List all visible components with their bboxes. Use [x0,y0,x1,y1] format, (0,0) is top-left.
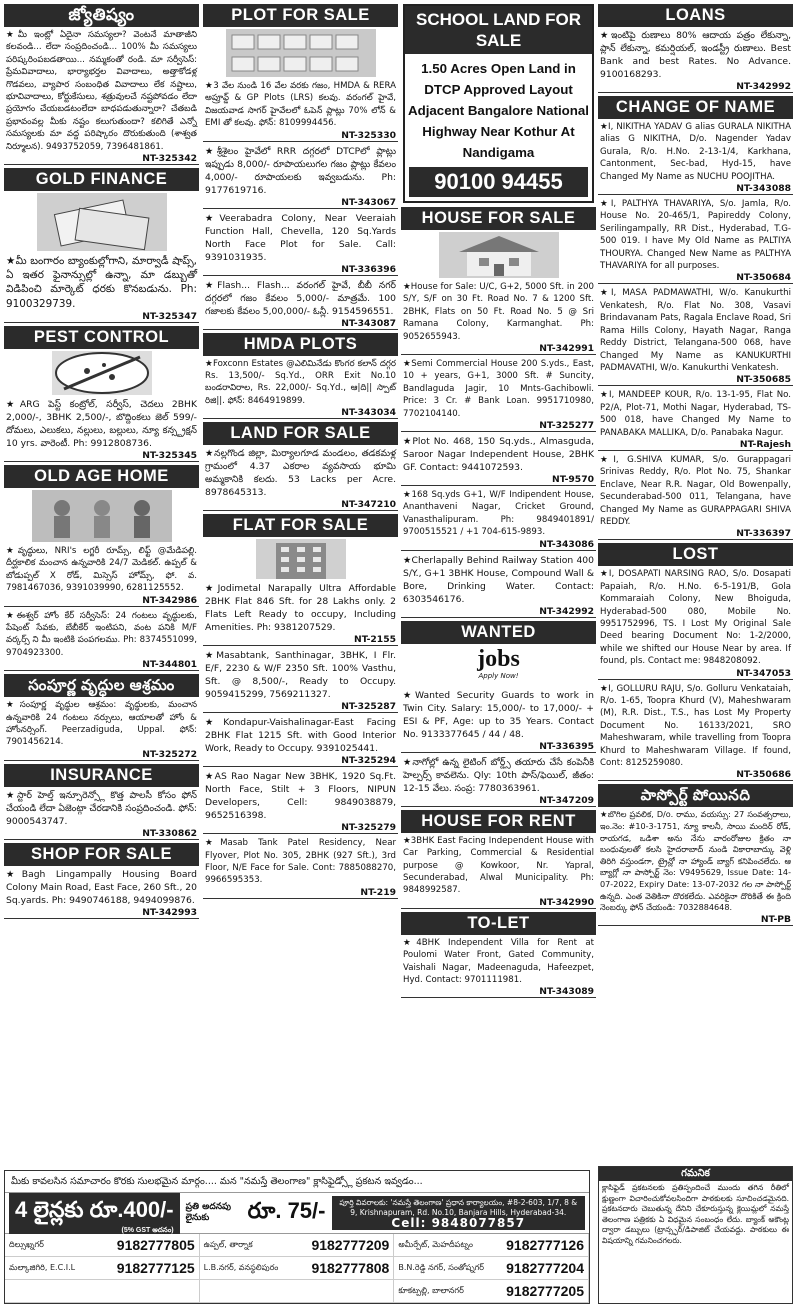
column-2 [203,4,398,902]
ashram-ad [4,699,199,761]
ad-text: ★ఇంటిపై రుణాలు 80% ఆదాయ పత్రం లేకున్నా, ప్లాన్ లేకున్నా, కమర్షియల్, ఇండస్ట్రీ రుణాలు. Best Bank and best Rates. No Advance. 9100168293. [600,30,791,80]
plot-for-sale-header: PLOT FOR SALE [203,4,398,27]
ad-code: NT-350685 [736,374,791,386]
house-for-sale-header: HOUSE FOR SALE [401,207,596,230]
plots-aerial-image [226,29,376,77]
ad-code: NT-325277 [539,420,594,432]
flat-ad-5 [203,837,398,899]
passport-lost-header: పాస్పోర్ట్ పోయినది [598,784,793,807]
change-of-name-header: CHANGE OF NAME [598,96,793,119]
ad-code: NT-325342 [142,153,197,165]
ad-text: ★Foxconn Estates @ఎలిమినేడు కొంగర కలాన్ దగ్గర Rs. 13,500/- Sq.Yd., ORR Exit No.10 బండరావిరాల, Rs. 22,000/- Sq.Yd., ఆ|ది|| స్పాట్ రిజి||. ఫోన్: 8464919899. [205,358,396,406]
ad-code: NT-344801 [142,659,197,671]
ad-code: NT-2155 [354,634,396,646]
shop-for-sale-ad [4,868,199,919]
lost-ad-2 [598,683,793,782]
house-ad-4 [401,489,596,551]
ad-code: NT-9570 [552,474,594,486]
ad-code: NT-325272 [142,748,197,760]
contact-place: B.N.రెడ్డి నగర్, సంతోష్నగర్ [398,1262,485,1272]
column-1 [4,4,199,922]
astrology-header: జ్యోతిష్యం [4,4,199,27]
banner-tagline: మీకు కావలసిన సమాచారం కొరకు సులభమైన మార్గం.... మన "నమస్తే తెలంగాణ" క్లాసిఫైడ్స్లో ప్రకటన ఇవ్వడం... [5,1171,589,1193]
house-for-rent-header: HOUSE FOR RENT [401,810,596,833]
contact-grid [5,1233,589,1303]
ad-text: ★3 వేల నుండి 16 వేల వరకు గజం, HMDA & RERA అప్రూవ్డ్ & GP Plots (LRS) కలవు. వరంగల్ హైవే, విజయవాడ సాగర్ హైవేలలో ఓపెన్ ప్లాట్లు 70% లోన్ & EMI తో కలవు. ఫోన్: 8109994456. [205,81,396,129]
land-for-sale-header: LAND FOR SALE [203,422,398,445]
contact-cell [394,1280,589,1303]
ad-code: NT-342992 [736,81,791,92]
ad-code: NT-350686 [736,769,791,781]
ad-code: NT-342993 [142,906,197,918]
ad-text: ★I, GOLLURU RAJU, S/o. Golluru Venkataiah, R/o. 1-65, Toopra Khurd (V), Maheshwaram (M), R.R. Dist., T.S., has Lost My Property Document No. 16133/2021, SRO Maheshwaram, while travelling from Toopra Khurd to Maheshwaram Village. If found, Cont: 8125259080. [600,683,791,769]
plot-ad-3 [203,212,398,276]
contact-cell [200,1257,395,1280]
ad-text: ★4BHK Independent Villa for Rent at Poulomi Water Front, Gated Community, Vaishali Nagar, Madeenaguda, Hafeezpet, Hyd. Contact: 9701111981. [403,937,594,985]
plot-ad-1 [203,80,398,142]
jobs-logo-text: jobs [477,645,520,672]
house-rent-ad [401,835,596,909]
ad-code: NT-336395 [539,740,594,752]
ad-code: NT-343087 [341,317,396,329]
ad-text: ★బొగిల ప్రవలిక, D/o. రాము, వయస్సు: 27 సంవత్సరాలు, ఇం.నెం: #10-3-1751, న్యూ కాలనీ, సాయి మందిర్ రోడ్, రాయగడ, ఒడిశా అను నేను వారంరోజుల క్రితం నా బంధువులతో కలసి హైదరాబాద్ నుండి వికారాబాద్కు వెళ్లి తిరిగి వస్తుండగా, ట్రైన్లో నా హ్యాండ్ బ్యాగ్ కనిపించలేదు. ఆ బ్యాగ్లో నా పాస్పోర్ట్ నెం: V9495629, Issue Date: 14-07-2022, Expiry Date: 13-07-2032 గల నా పాస్పోర్ట్ ఉన్నది. ఎంత వెతికినా దొరకలేదు. ఎవరికైనా దొరికితే ఈ క్రింది నెంబర్కు ఫోన్ చేయండి: 7032884648. [600,809,791,913]
lost-header: LOST [598,543,793,566]
wanted-header: WANTED [401,621,596,644]
ad-code: NT-342992 [539,605,594,617]
ad-text: ★నాగోల్లో ఉన్న లైటింగ్ బోర్డ్స్ తయారు చేసే కంపెనీకి హెల్పర్స్ కావలెను. Qly: 10th పాస్/ఫెయిల్, జీతం: 12-15 వేలు. సంప్ర: 7780363961. [403,756,594,794]
ad-code: NT-343089 [539,986,594,998]
contact-place: దిల్సుఖ్నగర్ [9,1239,44,1249]
ad-code: NT-325330 [341,129,396,141]
old-age-home-ad-2 [4,610,199,672]
old-age-home-ad-1 [4,545,199,607]
ad-code: NT-343067 [341,196,396,208]
gold-finance-ad [4,254,199,323]
ad-text: ★Semi Commercial House 200 S.yds., East, 10 + years, G+1, 3000 Sft. # Suncity, Bandlaguda Jagir, 10 Mnts-Gachibowli. Price: 3 Cr. # Bank Loan. 9951710980, 7702104140. [403,359,594,419]
ad-text: ★Jodimetal Narapally Ultra Affordable 2BHK Flat 846 Sft. for 28 Lakhs only. 2 Flats Left Ready to occupy, Including Amenities. Ph: 9381207529. [205,583,396,634]
base-rate-text: 4 లైన్లకు రూ.400/- [15,1196,174,1222]
house-image [439,232,559,278]
office-text: పూర్తి వివరాలకు: 'నమస్తే తెలంగాణ' ప్రధాన కార్యాలయం, #8-2-603, 1/7, 8 & 9, Krishnapuram, Rd. No.10, Banjara Hills, Hyderabad-34. [339,1198,578,1217]
insurance-header: INSURANCE [4,764,199,787]
office-cell: Cell: 9848077857 [391,1216,526,1230]
contact-place: L.B.నగర్, వనస్థలిపురం [203,1262,279,1272]
ad-text: ★Plot No. 468, 150 Sq.yds., Almasguda, Saroor Nagar Independent House, 2BHK GF. Contact: 9441072593. [403,436,594,474]
banner-rates [5,1193,589,1233]
loans-header: LOANS [598,4,793,27]
rate-banner [4,1170,590,1304]
ad-text: ★Masab Tank Patel Residency, Near Flyover, Plot No. 305, 2BHK (927 Sft.), 3rd Floor, N/E Face for Sale. Cont: 7885088270, 9966595353. [205,838,396,886]
ad-text: ★Wanted Security Guards to work in Twin City. Salary: 15,000/- to 17,000/- + ESI & PF, Age: up to 35 Years. Contact No. 9133377645 / 44 / 48. [403,689,594,740]
contact-place: మల్కాజిగిరి, E.C.I.L [9,1262,76,1272]
contact-cell [5,1280,200,1303]
to-let-ad [401,937,596,999]
ad-text: ★I, G.SHIVA KUMAR, S/o. Gurappagari Srinivas Reddy, R/o. Plot No. 75, Shankar Enclave, Near R.R. Nagar, Old Bowenpally, Secunderabad-500 011, Telangana, have Changed My Name as GURAPPAGARI SHIVA REDDY. [600,454,791,527]
astrology-ad [4,29,199,165]
ad-code: NT-Rajesh [739,438,791,450]
apartment-image [256,539,346,579]
contact-place: కూకట్పల్లి, బాలానగర్ [398,1285,464,1295]
ad-text: ★House for Sale: U/C, G+2, 5000 Sft. in 200 S/Y, S/F on 30 Ft. Road No. 7 & 1200 Sft. 2BHK, Flats on 50 Ft. Road No. 5 @ Sri Ramana Colony, Karmanghat. Ph: 9052655943. [403,282,594,342]
hmda-plots-header: HMDA PLOTS [203,333,398,356]
extra-line-rate: రూ. 75/- [247,1197,326,1223]
ad-code: NT-343086 [539,538,594,550]
school-land-promo [403,4,594,203]
ad-text: ★I, NIKITHA YADAV G alias GURALA NIKITHA alias G NIKITHA, D/o. Nagender Yadav Gurala, R/o. H.No. 2-13-1/4, Karkhana, Cantonment, Sec-bad, Hyd-15, have Changed My Name as NUCHU POOJITHA. [600,122,791,182]
loans-ad [598,29,793,93]
contact-phone: 9182777808 [311,1260,390,1276]
house-ad-2 [401,358,596,432]
ad-code: NT-PB [760,913,791,925]
ad-text: ★Bagh Lingampally Housing Board Colony Main Road, East Face, 260 Sft., 20 Sq.yards. Ph: 9490746188, 9494099876. [6,868,197,906]
base-rate [9,1193,180,1234]
ad-text: ★వృద్ధులు, NRI's లగ్జరీ రూమ్స్, లిఫ్ట్ @మేడిపల్లి. దీర్ఘకాలిక మంచాన ఉన్నవారికి 24/7 మెడికల్. ఉప్పల్ & బోడుప్పల్ X రోడ్, మిస్సెస్ హోమ్స్, ఫో. వ. 7981467036, 9391039990, 6281125552. [6,545,197,594]
contact-phone: 9182777204 [506,1260,584,1276]
contact-cell [394,1234,589,1257]
contact-cell [200,1234,395,1257]
plot-ad-2 [203,145,398,209]
contact-phone: 9182777125 [116,1260,195,1276]
pest-control-header: PEST CONTROL [4,326,199,349]
contact-place: ఉప్పల్, తార్నాక [203,1239,253,1249]
ad-text: ★AS Rao Nagar New 3BHK, 1920 Sq.Ft. North Face, Stilt + 3 Floors, NIPUN Developers, Cell: 9849038879, 9652516398. [205,771,396,822]
house-ad-5 [401,554,596,618]
ad-code: NT-325279 [341,822,396,834]
elderly-photo [32,490,172,542]
ad-code: NT-325287 [341,701,396,713]
school-land-desc: 1.50 Acres Open Land in DTCP Approved Layout Adjacent Bangalore National Highway Near Kothur At Nandigama [407,61,590,160]
contact-cell [394,1257,589,1280]
ad-code: NT-219 [360,886,396,898]
flat-ad-1 [203,582,398,646]
school-land-phone: 90100 94455 [409,167,588,197]
passport-lost-ad [598,809,793,925]
school-land-title: SCHOOL LAND FOR SALE [405,6,592,54]
notice-box [598,1166,793,1304]
ad-text: ★సంపూర్ణ వృద్ధుల ఆశ్రమం: వృద్ధులకు, మంచాన ఉన్నవారికి 24 గంటలు నర్సులు, ఆయాలతో హోం & హోంనర్సింగ్. Peerzadiguda, Uppal. ఫోన్: 7901456214. [6,700,197,748]
hmda-ad [203,358,398,420]
apply-now-text: Apply Now! [478,671,519,680]
column-4 [598,4,793,929]
extra-line-label: ప్రతి అదనపు లైనుకు [185,1202,232,1223]
lost-ad-1 [598,568,793,679]
wanted-ad-2 [401,756,596,807]
name-change-ad-4 [598,389,793,451]
ad-code: NT-325347 [142,310,197,322]
ad-text: ★I, MASA PADMAWATHI, W/o. Kanukurthi Venkatesh, R/o. Flat No. 308, Vasavi Brindavanam Pats, Ragala Enclave Road, Sri Rama Hills Colony, Hayath Nagar, Ranga Reddy District, Telangana-500 068, have Changed My Name as KANUKURTHI PADMAVATHI, W/o. Kanukurthi Venkatesh. [600,288,791,373]
to-let-header: TO-LET [401,912,596,935]
ad-code: NT-347053 [736,667,791,679]
flat-for-sale-header: FLAT FOR SALE [203,514,398,537]
plot-ad-4 [203,279,398,330]
old-age-home-header: OLD AGE HOME [4,465,199,488]
notice-text: క్లాసిఫైడ్ ప్రకటనలకు ప్రతిస్పందించే ముందు తగిన రీతిలో క్షుణ్ణంగా విచారించుకోవలసిందిగా పాఠకులకు సూచించడమైనది. ప్రకటనదారు చెబుతున్న దేనిని చేకూరుస్తున్న క్లెయిమ్లలో నమస్తే తెలంగాణ పత్రికకు ఏ విధమైన సంబంధం లేదు. బ్యాంక్ అకౌంట్ల ద్వారా డబ్బులు (ట్రాన్స్ఫర్/డిపాజిట్ చేయవద్దు. పాఠకులు ఈ విషయాన్ని గమనించగలరు. [602,1183,789,1245]
contact-cell [5,1257,200,1280]
pest-control-ad [4,398,199,462]
flat-ad-4 [203,770,398,834]
gold-finance-header: GOLD FINANCE [4,168,199,191]
ad-text: ★I, PALTHYA THAVARIYA, S/o. Jamla, R/o. House No. 20-465/1, Papireddy Colony, Serilingampally, RR Dist., Hyderabad, T.G-500 019. I have My Old Name as PALTIYA THOURYA. Changed New Name as PALTHYA THAVARIYA for all purposes. [600,199,791,272]
ad-text: ★168 Sq.yds G+1, W/F Indipendent House, Ananthaveni Nagar, Cricket Ground, Vanasthalipuram. Ph: 9849401891/ 9700515521 / +1 704-615-9893. [403,490,594,538]
contact-phone: 9182777205 [506,1283,584,1299]
ad-text: ★Kondapur-Vaishalinagar-East Facing 2BHK Flat 1215 Sft. with Good Interior Work, Ready to Occupy. 9391025441. [205,717,396,755]
ad-code: NT-336396 [341,263,396,275]
contact-cell [5,1234,200,1257]
notice-title: గమనిక [599,1167,792,1181]
shop-for-sale-header: SHOP FOR SALE [4,843,199,866]
ad-code: NT-325294 [341,755,396,767]
ad-text: ★మీ బంగారం బ్యాంకుల్లోగాని, మార్వాడీ షాప్స్, ఏ ఇతర ఫైనాన్సుల్లో ఉన్నా, మా డబ్బుతో విడిపించి మార్కెట్ ధరకు కొనబడును. Ph: 9100329739. [6,255,197,310]
gst-note: (5% GST అదనం) [121,1226,174,1234]
flat-ad-3 [203,716,398,767]
ashram-header: సంపూర్ణ వృద్ధుల ఆశ్రమం [4,674,199,697]
ad-text: ★I, MANDEEP KOUR, R/o. 13-1-95, Flat No. P2/A, Plot-71, Mothi Nagar, Hyderabad, TS-500 018, have Changed My Name to PANABAKA MALLIKA, D/o. Panabaka Nagur. [600,390,791,438]
ad-code: NT-330862 [142,827,197,839]
ad-text: ★నల్లగొండ జిల్లా, మిర్యాలగూడ మండలం, తడకమళ్ల గ్రామంలో 4.37 ఎకరాల వ్యవసాయ భూమి అమ్మకానికి కలదు. 53 Lacks per Acre. 8978645313. [205,448,396,499]
ad-code: NT-350684 [736,272,791,284]
house-ad-3 [401,435,596,486]
ad-code: NT-342990 [539,896,594,908]
land-ad [203,447,398,511]
column-3 [401,4,596,1001]
office-address [332,1196,586,1230]
ad-text: ★Masabtank, Santhinagar, 3BHK, I Flr. E/F, 2230 & W/F 2350 Sft. 100% Vasthu, Sft. @ 8,500/-, Ready to Occupy. 9059415299, 7569211327. [205,650,396,701]
ad-code: NT-342986 [142,594,197,606]
jobs-logo [451,646,547,686]
ad-text: ★I, DOSAPATI NARSING RAO, S/o. Dosapati Papaiah, R/o. H.No. 6-5-191/B, Gola Kommaraiah Colony, New Bhoiguda, Hyderabad-500 080, Mobile No. 9951752996, TS. I Lost My Original Sale Deed bearing Document No: 1-2/2000, while we shifted our House Near by area. If found, pls. Contact me: 9848208092. [600,569,791,667]
ad-text: ★ఈశ్వర్ హోం కేర్ సర్వీసెస్: 24 గంటలు వృద్ధులకు, పేషెంట్ సేవకు, బేబీకేర్ ఇంటిపని, వంట పనికి M/F వర్కర్స్ ని మీ ఇంటికి పంపగలము. Ph: 8374551099, 9704923300. [6,610,197,658]
ad-code: NT-347210 [341,499,396,511]
ad-code: NT-325345 [142,449,197,461]
ad-code: NT-343088 [736,183,791,195]
ad-code: NT-336397 [736,528,791,540]
pest-icon [52,351,152,395]
flat-ad-2 [203,649,398,713]
contact-place: అమీర్పేట్, మెహదీపట్నం [398,1239,473,1249]
ad-code: NT-342991 [539,343,594,355]
ad-text: ★మీ ఇంట్లో ఏదైనా సమస్యలా? వెంటనే మాతాజీని కలవండి... లేదా సంప్రదించండి... 100% మీ సమస్యలు పరిష్కరింపబడతాయి... నమ్మకంతో రండి. మా సర్వీసెస్: ప్రేమవివాదాలు, భార్యాభర్తల వివాదాలు, అత్తాకోడళ్ల గొడవలు, వ్యాపార సంబంధిత వివాదాలు లేక నష్టాలు, భూవివాదాలు, కోర్టుకేసులు, శత్రువులచే నష్టపోవడం లేదా ప్రయోగం చేయబడటంలేదా బాధపడుతున్నారా? చేతబడి ప్రభావంవల్ల మీకు నష్టం కలుగుతుందా? కలిగితే ఎన్నో సమస్యలకు మా వద్ద పరిష్కారం దొరుకుతుంది (శాశ్వత నిర్మూలన). 9493752059, 7396481861. [6,30,197,152]
ad-text: ★3BHK East Facing Independent House with Car Parking, Commercial & Residential purpose @ Kowkoor, Nr. Yapral, Secunderabad, Alwal Municipality. Ph: 9848992587. [403,835,594,896]
contact-phone: 9182777805 [116,1237,195,1253]
ad-text: ★Flash... Flash... వరంగల్ హైవే, బీబీ నగర్ దగ్గరలో గజం కేవలం 5,000/- మాత్రమే. 100 గజాలకు కేవలం 5,00,000/- ఓన్లీ. 9154596551. [205,279,396,317]
ad-text: ★శ్రీశైలం హైవేలో RRR దగ్గరలో DTCPలో ప్లాట్లు ఇప్పుడు 8,000/- రూపాయలుగల గజం ప్లాట్లు కేవలం 4,000/- రూపాయలకు ఇవ్వబడును. Ph: 9177619716. [205,145,396,196]
contact-cell [200,1280,395,1303]
name-change-ad-1 [598,121,793,195]
name-change-ad-3 [598,287,793,386]
ad-text: ★ARG పెస్ట్ కంట్రోల్, సర్వీస్, చెదలు 2BHK 2,000/-, 3BHK 2,500/-, బొద్దింకలు జెల్ 599/- దోమలు, ఎలుకలు, నల్లులు, బల్లులు, న్యూ కన్స్ట్రక్షన్ 10 yrs. వారెంటీ. Ph: 9912808736. [6,398,197,449]
name-change-ad-2 [598,198,793,284]
name-change-ad-5 [598,454,793,540]
ad-code: NT-347209 [539,794,594,806]
cash-image [37,193,167,251]
ad-text: ★Veerabadra Colony, Near Veeraiah Function Hall, Chevella, 120 Sq.Yards North Face Plot for Sale. Call: 9391031935. [205,212,396,263]
wanted-ad-1 [401,689,596,753]
house-ad-1 [401,281,596,355]
ad-code: NT-343034 [341,407,396,419]
contact-phone: 9182777126 [506,1237,584,1253]
contact-phone: 9182777209 [311,1237,390,1253]
ad-text: ★స్టార్ హెల్త్ ఇన్సూరెన్స్లో కొత్త పాలసీ కోసం ఫోన్ చేయండి లేదా ఏజెంట్గా చేరడానికి సంప్రదించండి. ఫోన్: 9000543747. [6,789,197,827]
ad-text: ★Cherlapally Behind Railway Station 400 S/Y., G+1 3BHK House, Compound Wall & Bore, Drinking Water. Contact: 6303546176. [403,554,594,605]
insurance-ad [4,789,199,840]
